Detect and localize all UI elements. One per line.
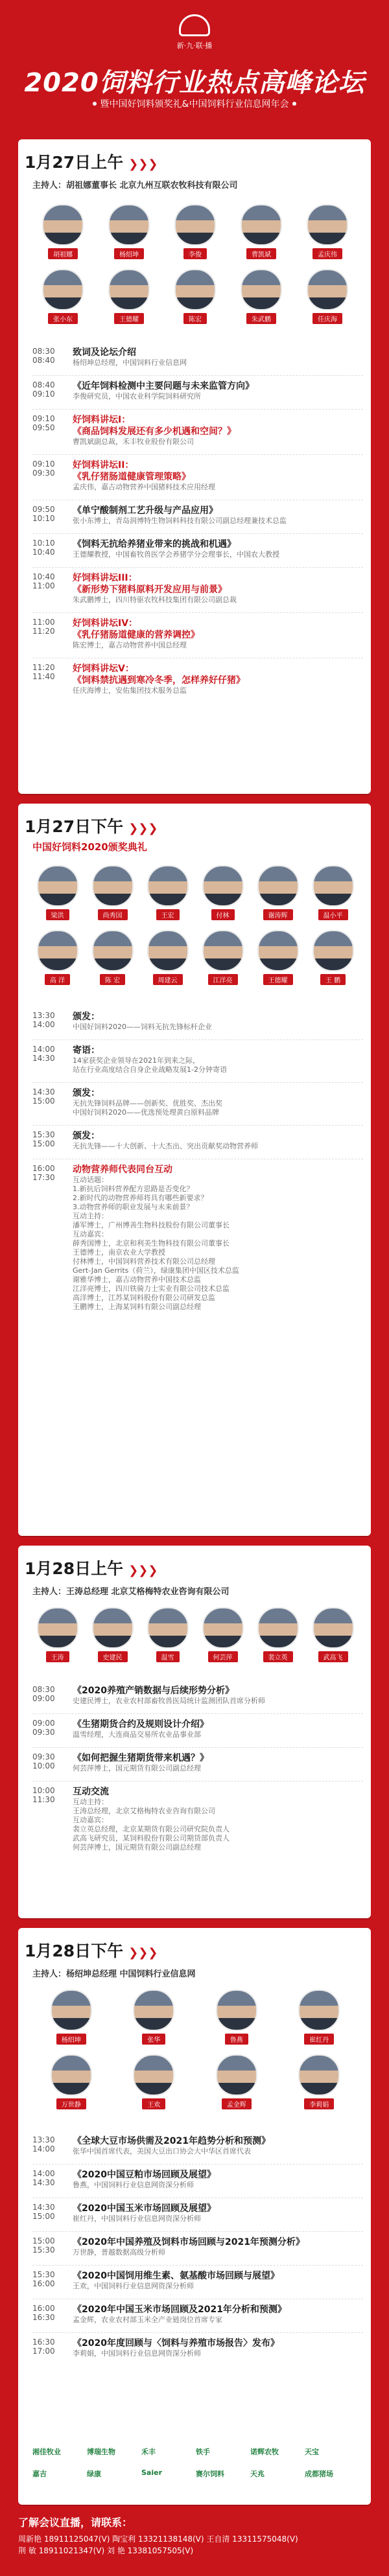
contact-title: 了解会议直播，请联系： bbox=[18, 2516, 133, 2529]
item-title: 颁发： bbox=[73, 1012, 100, 1022]
item-title: 好饲料讲坛II： 《乳仔猪肠道健康管理策略》 bbox=[73, 460, 191, 482]
session-jan28-pm bbox=[18, 1928, 371, 2505]
item-time: 09:10 09:30 bbox=[32, 459, 55, 478]
speaker-avatar bbox=[211, 2054, 263, 2109]
item-speaker: 鲁燕，中国饲料行业信息网资深分析师 bbox=[73, 2181, 194, 2189]
item-speaker: 王欢，中国饲料行业信息网资深分析师 bbox=[73, 2282, 194, 2290]
session-jan27-pm bbox=[18, 804, 371, 1536]
schedule bbox=[32, 1011, 363, 1529]
speaker-name: 王宏 bbox=[156, 909, 180, 920]
speaker-photo bbox=[312, 930, 354, 971]
speaker-photo bbox=[312, 1607, 354, 1649]
speaker-avatars bbox=[30, 865, 360, 995]
speaker-avatar bbox=[235, 204, 287, 259]
speaker-photo bbox=[241, 204, 282, 246]
speaker-name: 张华 bbox=[142, 2034, 165, 2045]
sponsor-logo: 铁手 bbox=[196, 2448, 210, 2456]
item-speaker: 朱武鹏博士，四川特驱农牧科技集团有限公司副总裁 bbox=[73, 596, 237, 604]
speaker-name: 孟金辉 bbox=[222, 2098, 252, 2109]
speaker-photo bbox=[257, 930, 299, 971]
session-host: 主持人：胡祖娜董事长 北京九州互联农牧科技有限公司 bbox=[32, 181, 238, 191]
speaker-photo bbox=[257, 865, 299, 907]
sponsor-logo: 湘佳牧业 bbox=[32, 2448, 61, 2456]
speaker-avatar bbox=[37, 269, 89, 324]
item-time: 15:30 15:00 bbox=[32, 1130, 55, 1148]
speaker-photo bbox=[133, 1990, 174, 2031]
speaker-avatar bbox=[103, 204, 155, 259]
speaker-photo bbox=[37, 930, 78, 971]
item-time: 09:10 09:50 bbox=[32, 414, 55, 432]
speaker-avatar bbox=[235, 269, 287, 324]
speaker-avatar bbox=[32, 930, 84, 985]
item-speaker: 陈宏博士，嘉吉动物营养中国总经理 bbox=[73, 641, 187, 649]
speaker-avatar bbox=[307, 1607, 359, 1662]
item-time: 10:40 11:00 bbox=[32, 572, 55, 590]
item-time: 13:30 14:00 bbox=[32, 1011, 55, 1029]
speaker-photo bbox=[51, 2054, 92, 2096]
speaker-photo bbox=[241, 269, 282, 310]
speaker-avatar bbox=[103, 269, 155, 324]
item-time: 08:30 09:00 bbox=[32, 1685, 55, 1703]
item-time: 08:30 08:40 bbox=[32, 347, 55, 365]
speaker-avatar bbox=[211, 1990, 263, 2045]
speaker-name: 王德耀 bbox=[114, 313, 144, 324]
schedule bbox=[32, 2135, 363, 2440]
item-title: 动物营养师代表同台互动 bbox=[73, 1165, 172, 1175]
speaker-name: 任庆海 bbox=[312, 313, 342, 324]
speaker-avatar bbox=[293, 2054, 345, 2109]
speaker-photo bbox=[92, 1607, 134, 1649]
speaker-avatar bbox=[45, 2054, 97, 2109]
item-time: 11:00 11:20 bbox=[32, 618, 55, 636]
item-time: 13:30 14:00 bbox=[32, 2135, 55, 2153]
item-time: 09:50 10:10 bbox=[32, 505, 55, 523]
speaker-photo bbox=[298, 1990, 340, 2031]
speaker-photo bbox=[108, 269, 150, 310]
item-time: 14:30 15:00 bbox=[32, 1087, 55, 1106]
speaker-name: 鲁燕 bbox=[225, 2034, 248, 2045]
divider bbox=[32, 1082, 363, 1083]
sponsor-logo: 博瑞生物 bbox=[87, 2448, 115, 2456]
speaker-photo bbox=[174, 269, 216, 310]
speaker-photo bbox=[298, 2054, 340, 2096]
speaker-avatar bbox=[197, 865, 249, 920]
item-speaker: 无抗先锋——十大创新、十大杰出、突出贡献奖动物营养师 bbox=[73, 1142, 258, 1150]
speaker-name: 王涛 bbox=[46, 1651, 69, 1662]
divider bbox=[32, 375, 363, 376]
speaker-name: 崔红丹 bbox=[304, 2034, 334, 2045]
speaker-avatar bbox=[301, 269, 353, 324]
item-title: 颁发： bbox=[73, 1131, 100, 1141]
divider bbox=[32, 1039, 363, 1040]
divider bbox=[32, 1747, 363, 1748]
header bbox=[0, 0, 389, 136]
divider bbox=[32, 612, 363, 613]
speaker-name: 曹凯斌 bbox=[246, 248, 276, 259]
logo-mark-icon bbox=[179, 14, 210, 36]
speaker-avatar bbox=[307, 930, 359, 985]
item-time: 16:00 17:30 bbox=[32, 1164, 55, 1182]
speaker-name: 高 洋 bbox=[45, 974, 70, 985]
item-speaker: 温雪经理，大连商品交易所农业品事业部 bbox=[73, 1730, 201, 1739]
item-speaker: 万世静，普越数据高级分析师 bbox=[73, 2248, 165, 2257]
speaker-photo bbox=[216, 2054, 257, 2096]
speaker-name: 王 鹏 bbox=[320, 974, 346, 985]
session-jan28-am bbox=[18, 1546, 371, 1918]
item-title: 颁发： bbox=[73, 1088, 100, 1098]
speaker-name: 付林 bbox=[211, 909, 235, 920]
item-title: 《2020养殖产销数据与后续形势分析》 bbox=[73, 1686, 234, 1696]
speaker-name: 李莉娟 bbox=[304, 2098, 334, 2109]
sponsor-logo: 赛尔饲料 bbox=[196, 2470, 224, 2478]
speaker-avatar bbox=[32, 1607, 84, 1662]
session-date: 1月28日上午 ❯❯❯ bbox=[25, 1559, 158, 1578]
speaker-name: 孟庆伟 bbox=[312, 248, 342, 259]
speaker-avatar bbox=[169, 269, 221, 324]
item-title: 好饲料讲坛IV： 《乳仔猪肠道健康的营养调控》 bbox=[73, 618, 200, 640]
speaker-photo bbox=[202, 930, 244, 971]
item-speaker: 任庆海博士，安佑集团技术服务总监 bbox=[73, 686, 187, 695]
item-speaker: 崔红丹，中国饲料行业信息网资深分析师 bbox=[73, 2214, 201, 2223]
divider bbox=[32, 1713, 363, 1714]
divider bbox=[32, 533, 363, 534]
item-speaker: 李俊研究员，中国农业科学院饲料研究所 bbox=[73, 392, 201, 400]
schedule bbox=[32, 347, 363, 787]
speaker-name: 陈宏 bbox=[183, 313, 207, 324]
item-time: 15:30 16:00 bbox=[32, 2270, 55, 2288]
speaker-photo bbox=[312, 865, 354, 907]
speaker-avatar bbox=[142, 930, 194, 985]
item-title: 《2020年中国玉米市场回顾及2021年分析和预测》 bbox=[73, 2304, 287, 2315]
item-speaker: 孟庆伟，嘉吉动物营养中国猪料技术应用经理 bbox=[73, 483, 215, 491]
page-title: 2020饲料行业热点高峰论坛 bbox=[24, 68, 365, 98]
speaker-avatar bbox=[252, 930, 304, 985]
speaker-photo bbox=[92, 865, 134, 907]
divider bbox=[32, 2332, 363, 2333]
item-title: 好饲料讲坛V： 《饲料禁抗遇到寒冷冬季，怎样养好仔猪》 bbox=[73, 664, 245, 686]
item-speaker: 史建民博士，农业农村部畜牧兽医局统计监测团队首席分析师 bbox=[73, 1697, 265, 1705]
contact-line: 周新艳 18911125047(V) 陶宝利 13321138148(V) 王自清 13311575048(V) bbox=[18, 2535, 298, 2544]
sponsor-logo: 绿康 bbox=[87, 2470, 101, 2478]
item-title: 互动交流 bbox=[73, 1787, 109, 1797]
item-speaker: 互动主持： 王涛总经理，北京艾格梅特农业咨询有限公司 互动嘉宾： 裴立英总经理，北京某期货有限公司研究院负责人 武高飞研究员，某饲料股份有限公司期货部负责人 何芸萍博士，国元期货有限公司副总经理 bbox=[73, 1798, 230, 1851]
session-date: 1月28日下午 ❯❯❯ bbox=[25, 1942, 158, 1960]
sponsor-logos bbox=[32, 2446, 357, 2498]
item-time: 14:00 14:30 bbox=[32, 2169, 55, 2187]
speaker-avatar bbox=[252, 865, 304, 920]
speaker-avatar bbox=[197, 1607, 249, 1662]
speaker-avatars bbox=[30, 1990, 360, 2119]
session-date: 1月27日下午 ❯❯❯ bbox=[25, 817, 158, 836]
speaker-photo bbox=[51, 1990, 92, 2031]
sponsor-logo: 嘉吉 bbox=[32, 2470, 47, 2478]
speaker-avatar bbox=[87, 1607, 139, 1662]
divider bbox=[32, 1125, 363, 1126]
arrows-icon: ❯❯❯ bbox=[128, 822, 158, 835]
item-speaker: 张华中国首席代表，美国大豆出口协会大中华区首席代表 bbox=[73, 2147, 251, 2155]
speaker-name: 武高飞 bbox=[318, 1651, 348, 1662]
item-time: 16:30 17:00 bbox=[32, 2338, 55, 2356]
item-time: 10:00 11:30 bbox=[32, 1786, 55, 1804]
sponsor-logo: 成都猪场 bbox=[305, 2470, 333, 2478]
speaker-photo bbox=[216, 1990, 257, 2031]
item-title: 《2020中国饲用维生素、氨基酸市场回顾与展望》 bbox=[73, 2271, 279, 2281]
session-subtitle: 中国好饲料2020颁奖典礼 bbox=[32, 841, 147, 853]
item-title: 《生猪期货合约及规则设计介绍》 bbox=[73, 1719, 209, 1730]
item-title: 《全球大豆市场供需及2021年趋势分析和预测》 bbox=[73, 2136, 270, 2146]
speaker-avatar bbox=[197, 930, 249, 985]
page-subtitle: 暨中国好饲料颁奖礼&中国饲料行业信息网年会 bbox=[0, 97, 389, 110]
speaker-name: 杨绍坤 bbox=[56, 2034, 86, 2045]
item-time: 16:00 16:30 bbox=[32, 2304, 55, 2322]
item-time: 15:00 15:30 bbox=[32, 2236, 55, 2255]
item-title: 《单宁酸制剂工艺升级与产品应用》 bbox=[73, 505, 218, 516]
item-speaker: 李莉娟，中国饲料行业信息网资深分析师 bbox=[73, 2349, 201, 2358]
speaker-avatar bbox=[252, 1607, 304, 1662]
speaker-name: 杨绍坤 bbox=[114, 248, 144, 259]
divider bbox=[32, 567, 363, 568]
speaker-photo bbox=[307, 204, 348, 246]
item-title: 《饲料无抗给养猪业带来的挑战和机遇》 bbox=[73, 539, 236, 550]
session-date: 1月27日上午 ❯❯❯ bbox=[25, 153, 158, 172]
item-title: 《近年饲料检测中主要问题与未来监管方向》 bbox=[73, 381, 254, 391]
item-speaker: 无抗先锋饲料品牌——创新奖、优胜奖、杰出奖 中国好饲料2020——优选预处理黄白原料品牌 bbox=[73, 1099, 222, 1117]
divider bbox=[32, 454, 363, 455]
speaker-photo bbox=[92, 930, 134, 971]
speaker-avatar bbox=[293, 1990, 345, 2045]
speaker-avatars bbox=[30, 1607, 360, 1672]
item-title: 《2020中国玉米市场回顾及展望》 bbox=[73, 2203, 216, 2214]
item-speaker: 孟金辉，农业农村部玉米全产业链岗位首席专家 bbox=[73, 2315, 222, 2324]
sponsor-logo: Saier bbox=[141, 2468, 163, 2477]
speaker-name: 朱武鹏 bbox=[246, 313, 276, 324]
speaker-avatar bbox=[301, 204, 353, 259]
logo bbox=[169, 14, 220, 52]
item-title: 致词及论坛介绍 bbox=[73, 347, 136, 358]
item-time: 09:00 09:30 bbox=[32, 1719, 55, 1737]
speaker-photo bbox=[174, 204, 216, 246]
logo-text: 新·九·联·播 bbox=[176, 41, 213, 50]
speaker-name: 何芸萍 bbox=[208, 1651, 238, 1662]
speaker-avatars bbox=[30, 204, 360, 334]
speaker-name: 江洋亮 bbox=[208, 974, 238, 985]
speaker-avatar bbox=[87, 865, 139, 920]
speaker-photo bbox=[147, 865, 189, 907]
arrows-icon: ❯❯❯ bbox=[128, 1946, 158, 1960]
item-speaker: 杨绍坤总经理，中国饲料行业信息网 bbox=[73, 358, 187, 367]
item-speaker: 互动话题： 1.新抗后饲料营养配方思路是否变化？ 2.新时代的动物营养师将具有哪些新要求？ 3.动物营养师的职业发展与未来前景？ 互动主持： 潘军博士，广州博善生物科技股份有限公司董事长 互动嘉宾： 薛秀国博士，北京和利美生物科技有限公司董事长 王德博士，南京农业大学教授 付林博士，中国饲料营养技术有限公司总经理 Gert-Jan Gerrits（荷兰），绿康集团中国区技术总监 谢雅华博士，嘉吉动物营养中国技术总监 江洋亮博士，四川铁骑力士实业有限公司技术总监 高洋博士，江苏某饲料股份有限公司研发总监 王鹏博士，上海某饲料有限公司副总经理 bbox=[73, 1176, 239, 1311]
schedule bbox=[32, 1685, 363, 1912]
speaker-photo bbox=[133, 2054, 174, 2096]
speaker-photo bbox=[307, 269, 348, 310]
session-jan27-am bbox=[18, 139, 371, 794]
speaker-photo bbox=[257, 1607, 299, 1649]
sponsor-logo: 天兆 bbox=[250, 2470, 265, 2478]
speaker-name: 李俊 bbox=[183, 248, 207, 259]
speaker-name: 史建民 bbox=[98, 1651, 128, 1662]
divider bbox=[32, 2265, 363, 2266]
item-title: 《2020年度回顾与〈饲料与养殖市场报告〉发布》 bbox=[73, 2338, 279, 2349]
speaker-photo bbox=[108, 204, 150, 246]
item-time: 09:30 10:00 bbox=[32, 1752, 55, 1770]
sponsor-logo: 诺辉农牧 bbox=[250, 2448, 279, 2456]
item-time: 14:00 14:30 bbox=[32, 1045, 55, 1063]
item-speaker: 中国好饲料2020——饲料无抗先锋标杆企业 bbox=[73, 1023, 212, 1031]
item-title: 《2020中国豆粕市场回顾及展望》 bbox=[73, 2170, 216, 2180]
item-speaker: 王德耀教授，中国畜牧兽医学会养猪学分会理事长，中国农大教授 bbox=[73, 550, 279, 559]
sponsor-logo: 天宝 bbox=[305, 2448, 319, 2456]
contact-line: 荆 敏 18911021347(V) 刘 艳 13381057505(V) bbox=[18, 2546, 194, 2555]
speaker-photo bbox=[202, 865, 244, 907]
item-title: 《2020年中国养殖及饲料市场回顾与2021年预测分析》 bbox=[73, 2237, 305, 2247]
speaker-name: 陈 宏 bbox=[100, 974, 125, 985]
speaker-name: 王欢 bbox=[142, 2098, 165, 2109]
speaker-name: 温雪 bbox=[156, 1651, 180, 1662]
speaker-avatar bbox=[128, 2054, 180, 2109]
arrows-icon: ❯❯❯ bbox=[128, 157, 158, 171]
speaker-avatar bbox=[37, 204, 89, 259]
item-speaker: 张小东博士，青岛润博特生物饲料科技有限公司副总经理兼技术总监 bbox=[73, 516, 287, 525]
speaker-avatar bbox=[87, 930, 139, 985]
speaker-avatar bbox=[128, 1990, 180, 2045]
speaker-avatar bbox=[142, 865, 194, 920]
speaker-avatar bbox=[142, 1607, 194, 1662]
speaker-name: 梁洪 bbox=[46, 909, 69, 920]
speaker-name: 温小平 bbox=[318, 909, 348, 920]
speaker-name: 王德耀 bbox=[263, 974, 293, 985]
speaker-photo bbox=[42, 269, 84, 310]
speaker-name: 谢涛辉 bbox=[263, 909, 293, 920]
speaker-photo bbox=[202, 1607, 244, 1649]
divider bbox=[32, 2231, 363, 2232]
item-time: 10:10 10:40 bbox=[32, 539, 55, 557]
speaker-name: 周建云 bbox=[153, 974, 183, 985]
item-title: 好饲料讲坛I： 《商品饲料发展还有多少机遇和空间？》 bbox=[73, 415, 236, 437]
arrows-icon: ❯❯❯ bbox=[128, 1564, 158, 1577]
speaker-photo bbox=[37, 865, 78, 907]
item-title: 好饲料讲坛III： 《新形势下猪料原料开发应用与前景》 bbox=[73, 573, 227, 595]
item-speaker: 何芸萍博士，国元期货有限公司副总经理 bbox=[73, 1764, 201, 1772]
session-host: 主持人：王涛总经理 北京艾格梅特农业咨询有限公司 bbox=[32, 1587, 230, 1597]
sponsor-logo: 禾丰 bbox=[141, 2448, 156, 2456]
item-time: 14:30 15:00 bbox=[32, 2203, 55, 2221]
item-speaker: 14家获奖企业领导在2021年到来之际， 站在行业高度结合自身企业战略发展1-2分钟寄语 bbox=[73, 1056, 227, 1074]
speaker-name: 尚秀国 bbox=[98, 909, 128, 920]
item-speaker: 曹凯斌副总裁，禾丰牧业股份有限公司 bbox=[73, 437, 194, 446]
speaker-avatar bbox=[169, 204, 221, 259]
item-time: 08:40 09:10 bbox=[32, 380, 55, 399]
contact-footer bbox=[18, 2514, 371, 2557]
speaker-name: 张小东 bbox=[48, 313, 78, 324]
speaker-photo bbox=[37, 1607, 78, 1649]
speaker-avatar bbox=[307, 865, 359, 920]
speaker-photo bbox=[42, 204, 84, 246]
session-host: 主持人：杨绍坤总经理 中国饲料行业信息网 bbox=[32, 1969, 196, 1979]
speaker-avatar bbox=[45, 1990, 97, 2045]
speaker-photo bbox=[147, 930, 189, 971]
divider bbox=[32, 409, 363, 410]
speaker-photo bbox=[147, 1607, 189, 1649]
item-time: 11:20 11:40 bbox=[32, 663, 55, 681]
item-title: 《如何把握生猪期货带来机遇？》 bbox=[73, 1753, 209, 1763]
speaker-avatar bbox=[32, 865, 84, 920]
speaker-name: 裴立英 bbox=[263, 1651, 293, 1662]
speaker-name: 胡祖娜 bbox=[48, 248, 78, 259]
speaker-name: 万世静 bbox=[56, 2098, 86, 2109]
item-title: 寄语： bbox=[73, 1045, 100, 1056]
